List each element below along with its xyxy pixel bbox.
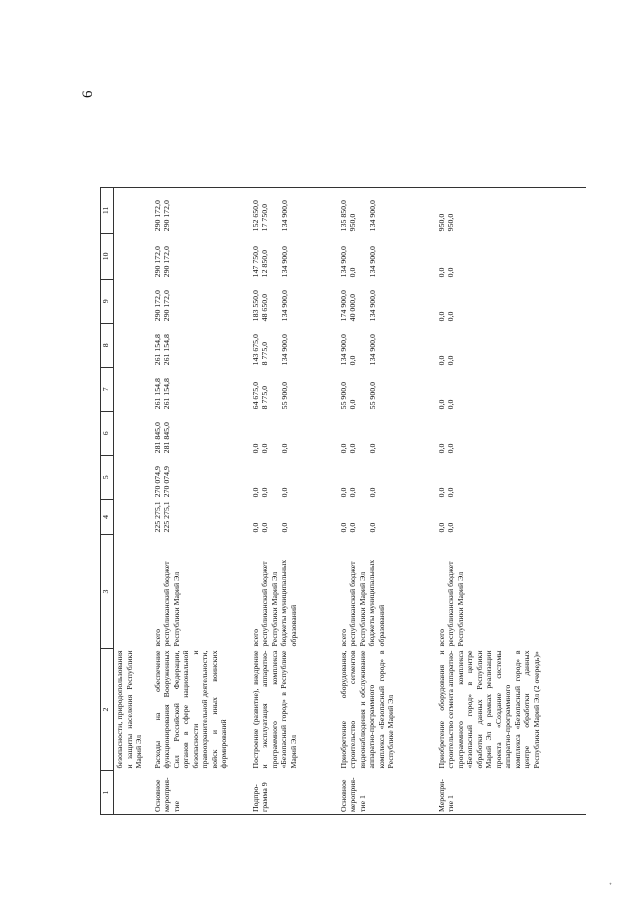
row-source: всего республиканский бюджет Республики Марий Эл бюджеты муниципальных образований: [250, 559, 298, 647]
col-header-7: 7: [101, 367, 114, 411]
col-header-9: 9: [101, 279, 114, 323]
continuation-text: безопасности, природопользования и защиты населения Республики Марий Эл: [115, 650, 143, 769]
col-header-3: 3: [101, 535, 114, 649]
budget-table: [100, 187, 586, 815]
row-source: всего республиканский бюджет Республики Марий Эл бюджеты муниципальных образований: [338, 559, 386, 647]
col-header-5: 5: [101, 455, 114, 499]
row-type: Основное мероприя-тие 1: [338, 771, 436, 815]
row-name: Приобретение оборудования и строительство сегмента аппаратно-программного комплекса «Безопасный город» в центре обработки данных Республики Марий Эл в рамках реализации проекта «Создание системы аппаратно-программного комплекса «Безопасный город» в центре обработки данных Республики Марий Эл (2 очередь)»: [436, 650, 541, 769]
continuation-row: [114, 187, 152, 814]
col-header-6: 6: [101, 411, 114, 455]
row-type: Подпро-грамма 9: [250, 771, 338, 815]
row-name: Построение (развитие), внедрение и эксплуатация аппаратно-программного комплекса «Безопасный город» в Республике Марий Эл: [250, 650, 298, 769]
table-row: Основное мероприя-тие 1 Приобретение оборудования, строительство сегментов видеонаблюдения и обслуживание аппаратно-программного комплекса «Безопасный город» в Республике Марий Эл всего республиканский бюджет Республики Марий Эл бюджеты муниципальных образований 0,0 0,0 0,0 0,0 0,0 0,0 0,0 0,0 0,0 55 900,0 0,0 55 900,0 134 900,0 0,0 134 900,0 174 900,0 40 000,0 134 900,0 134 900,0 0,0 134 900,0 135 850,0 950,0 134 900,0: [338, 187, 436, 814]
col-header-1: 1: [101, 771, 114, 815]
table-row: Подпро-грамма 9 Построение (развитие), внедрение и эксплуатация аппаратно-программного комплекса «Безопасный город» в Республике Марий Эл всего республиканский бюджет Республики Марий Эл бюджеты муниципальных образований 0,0 0,0 0,0 0,0 0,0 0,0 0,0 0,0 0,0 64 675,0 8 775,0 55 900,0 143 675,0 8 775,0 134 900,0 183 550,0 48 650,0 134 900,0 147 750,0 12 850,0 134 900,0 152 650,0 17 750,0 134 900,0: [250, 187, 338, 814]
row-name: Расходы на обеспечение функционирования Вооруженных Сил Российской Федерации, органов в сфере национальной безопасности и правоохранительной деятельности, войск и иных воинских формирований: [152, 650, 228, 769]
col-header-4: 4: [101, 499, 114, 534]
corner-mark: *: [610, 882, 615, 885]
table-row: Меропри-тие 1 Приобретение оборудования и строительство сегмента аппаратно-программного комплекса «Безопасный город» в центре обработки данных Республики Марий Эл в рамках реализации проекта «Создание системы аппаратно-программного комплекса «Безопасный город» в центре обработки данных Республики Марий Эл (2 очередь)» всего республиканский бюджет Республики Марий Эл 0,0 0,0 0,0 0,0 0,0 0,0 0,0 0,0 0,0 0,0 0,0 0,0 0,0 0,0 950,0 950,0: [436, 187, 586, 814]
row-source: всего республиканский бюджет Республики Марий Эл: [152, 561, 181, 647]
page-number: 6: [80, 90, 96, 98]
col-header-10: 10: [101, 233, 114, 279]
row-type: Меропри-тие 1: [436, 771, 586, 815]
row-name: Приобретение оборудования, строительство сегментов видеонаблюдения и обслуживание аппаратно-программного комплекса «Безопасный город» в Республике Марий Эл: [338, 650, 395, 769]
row-source: всего республиканский бюджет Республики Марий Эл: [436, 561, 465, 647]
row-type: Основное мероприя-тие: [152, 771, 250, 815]
col-header-2: 2: [101, 649, 114, 771]
col-header-8: 8: [101, 323, 114, 367]
col-header-11: 11: [101, 187, 114, 233]
column-number-row: [101, 187, 114, 814]
table-row: Основное мероприя-тие Расходы на обеспечение функционирования Вооруженных Сил Российской Федерации, органов в сфере национальной безопасности и правоохранительной деятельности, войск и иных воинских формирований всего республиканский бюджет Республики Марий Эл 225 275,1 225 275,1 270 074,9 270 074,9 281 845,0 281 845,0 261 154,8 261 154,8 261 154,8 261 154,8 290 172,0 290 172,0 290 172,0 290 172,0 290 172,0 290 172,0: [152, 187, 250, 814]
